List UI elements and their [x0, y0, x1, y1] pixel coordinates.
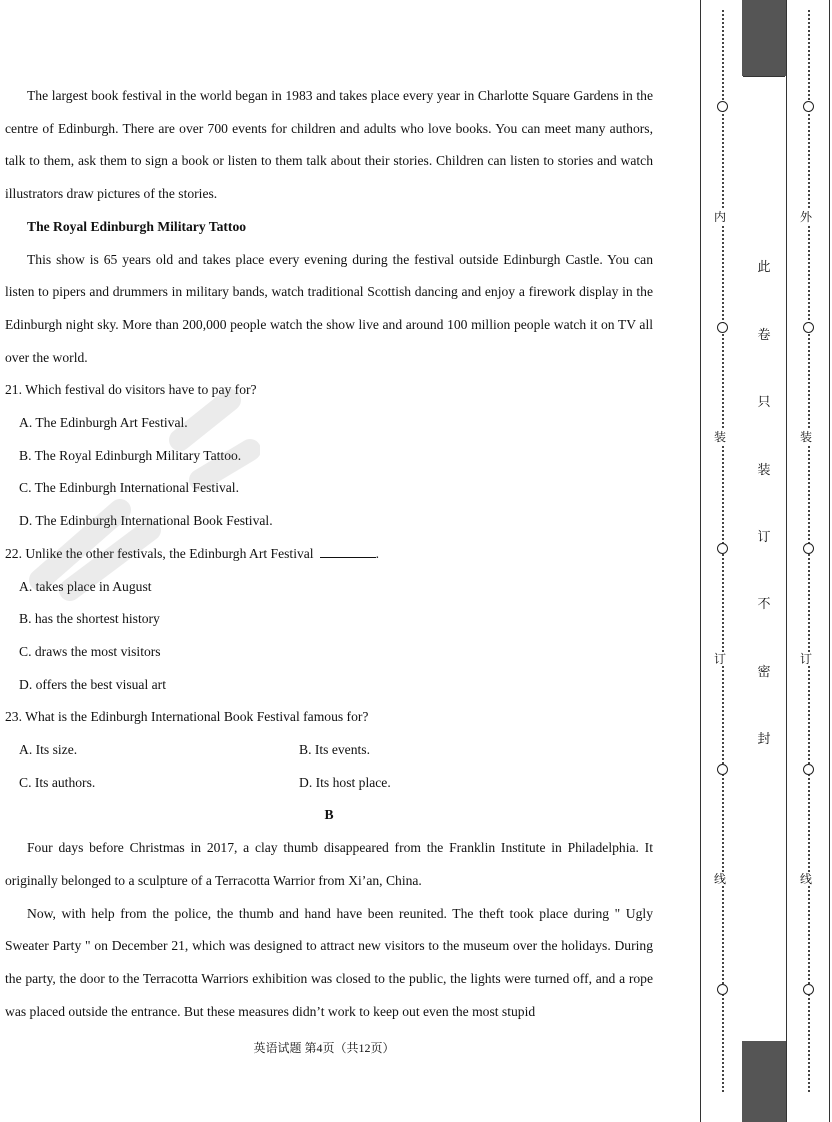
outer-binding-line	[786, 0, 830, 1122]
option-21d: D. The Edinburgh International Book Festival.	[19, 513, 273, 529]
binding-hole-icon	[717, 984, 728, 995]
outer-label: 订	[800, 652, 813, 666]
option-21a: A. The Edinburgh Art Festival.	[19, 415, 188, 431]
binding-hole-icon	[803, 101, 814, 112]
option-22d: D. offers the best visual art	[19, 676, 166, 692]
passage-b-paragraph: Four days before Christmas in 2017, a clay thumb disappeared from the Franklin Institute in Philadelphia. It originally belonged to a sculpture of a Terracotta Warrior from Xi’an, China.	[5, 840, 653, 888]
options-row	[5, 734, 653, 767]
exam-page-content	[5, 80, 653, 1028]
binding-hole-icon	[803, 764, 814, 775]
binding-hole-icon	[717, 764, 728, 775]
outer-label: 装	[800, 430, 813, 444]
option-23d: D. Its host place.	[299, 774, 391, 790]
binding-hole-icon	[803, 322, 814, 333]
section-heading: The Royal Edinburgh Military Tattoo	[27, 218, 247, 234]
inner-label: 装	[714, 430, 727, 444]
gray-block	[742, 1041, 786, 1122]
binding-hole-icon	[717, 543, 728, 554]
inner-binding-line	[700, 0, 742, 1122]
strip-border	[786, 0, 787, 1122]
page-footer: 英语试题 第4页（共12页）	[253, 1041, 395, 1055]
passage-a-paragraph: This show is 65 years old and takes place every evening during the festival outside Edinburgh Castle. You can listen to pipers and drummers in military bands, watch traditional Scottish dancing and enjoy a firework display in the Edinburgh night sky. More than 200,000 people watch the show live and around 100 million people watch it on TV all over the world.	[5, 251, 653, 365]
answer-blank	[320, 545, 376, 558]
question-22-stem: 22. Unlike the other festivals, the Edinburgh Art Festival	[5, 545, 314, 561]
notice-char: 封	[757, 732, 771, 747]
option-22a: A. takes place in August	[19, 578, 152, 594]
outer-label: 外	[800, 210, 813, 224]
passage-a-paragraph: The largest book festival in the world began in 1983 and takes place every year in Charlotte Square Gardens in the centre of Edinburgh. There are over 700 events for children and adults who love books. You can meet many authors, talk to them, ask them to sign a book or listen to them talk about their stories. Children can listen to stories and watch illustrators draw pictures of the stories.	[5, 88, 653, 202]
binding-hole-icon	[717, 101, 728, 112]
inner-label: 订	[714, 652, 727, 666]
question-21: 21. Which festival do visitors have to pay for?	[5, 382, 257, 398]
gray-block	[742, 0, 786, 76]
notice-char: 密	[757, 665, 771, 680]
section-letter: B	[324, 807, 334, 823]
passage-b-paragraph: Now, with help from the police, the thumb and hand have been reunited. The theft took place during " Ugly Sweater Party " on December 21, which was designed to attract new visitors to the museum over the holidays. During the party, the door to the Terracotta Warriors exhibition was closed to the public, the lights were turned off, and a rope was placed outside the entrance. But these measures didn’t work to keep out even the most stupid	[5, 905, 653, 1019]
notice-panel	[743, 76, 785, 1042]
strip-border	[829, 0, 830, 1122]
binding-hole-icon	[717, 322, 728, 333]
notice-char: 卷	[757, 328, 771, 343]
option-22b: B. has the shortest history	[19, 611, 160, 627]
question-22-end: .	[375, 545, 379, 561]
notice-char: 只	[757, 395, 771, 410]
option-23a: A. Its size.	[19, 742, 78, 758]
strip-border	[700, 0, 701, 1122]
notice-char: 此	[757, 260, 771, 275]
notice-char: 订	[757, 530, 771, 545]
inner-label: 内	[714, 210, 727, 224]
binding-hole-icon	[803, 984, 814, 995]
notice-char: 不	[757, 597, 771, 612]
option-21b: B. The Royal Edinburgh Military Tattoo.	[19, 447, 242, 463]
question-22	[5, 538, 653, 571]
binding-notice-strip	[742, 0, 786, 1122]
option-21c: C. The Edinburgh International Festival.	[19, 480, 239, 496]
option-23b: B. Its events.	[299, 742, 370, 758]
notice-char: 装	[757, 463, 771, 478]
option-22c: C. draws the most visitors	[19, 643, 161, 659]
outer-label: 线	[800, 872, 813, 886]
binding-hole-icon	[803, 543, 814, 554]
inner-label: 线	[714, 872, 727, 886]
options-row	[5, 767, 653, 800]
option-23c: C. Its authors.	[19, 774, 96, 790]
question-23: 23. What is the Edinburgh International Book Festival famous for?	[5, 709, 369, 725]
